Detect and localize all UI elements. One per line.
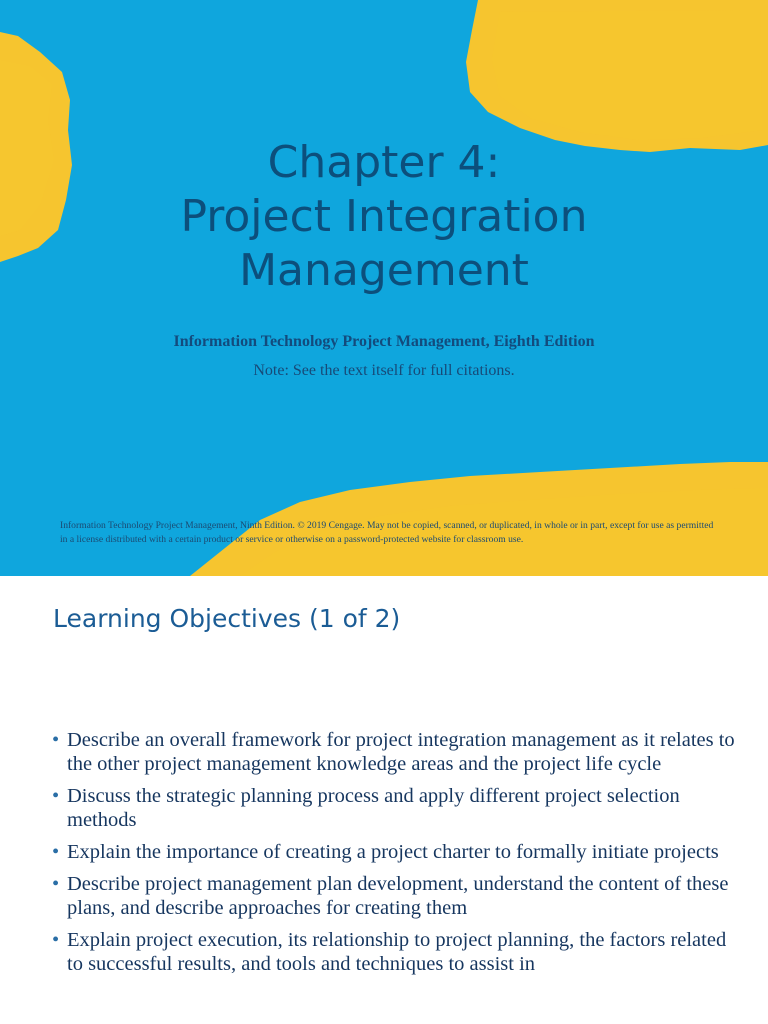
slide-heading: Learning Objectives (1 of 2) [53, 604, 401, 633]
list-item-text: Describe project management plan development, understand the content of these plans, and describe approaches for creating them [67, 873, 729, 919]
bullet-icon: • [52, 873, 60, 895]
list-item [50, 872, 740, 920]
list-item-text: Discuss the strategic planning process and apply different project selection methods [67, 785, 680, 831]
chapter-title [0, 136, 768, 298]
objectives-list [50, 728, 740, 984]
chapter-title-line-1: Chapter 4: [267, 137, 501, 188]
list-item [50, 928, 740, 976]
citation-note: Note: See the text itself for full citations. [253, 362, 515, 379]
learning-objectives-slide [0, 576, 768, 1024]
list-item [50, 728, 740, 776]
bullet-icon: • [52, 929, 60, 951]
book-subtitle: Information Technology Project Management, Eighth Edition [173, 333, 595, 350]
list-item-text: Describe an overall framework for project integration management as it relates to the other project management knowledge areas and the project life cycle [67, 729, 735, 775]
bullet-icon: • [52, 841, 60, 863]
list-item [50, 784, 740, 832]
bullet-icon: • [52, 729, 60, 751]
bullet-icon: • [52, 785, 60, 807]
list-item [50, 840, 740, 864]
chapter-title-line-3: Management [239, 245, 529, 296]
list-item-text: Explain project execution, its relationship to project planning, the factors related to successful results, and tools and techniques to assist in [67, 929, 727, 975]
list-item-text: Explain the importance of creating a project charter to formally initiate projects [67, 841, 719, 863]
chapter-title-line-2: Project Integration [180, 191, 588, 242]
copyright-notice: Information Technology Project Management, Ninth Edition. © 2019 Cengage. May not be copied, scanned, or duplicated, in whole or in part, except for use as permitted in a license distributed with a certain product or service or otherwise on a password-protected website for classroom use. [60, 520, 714, 545]
